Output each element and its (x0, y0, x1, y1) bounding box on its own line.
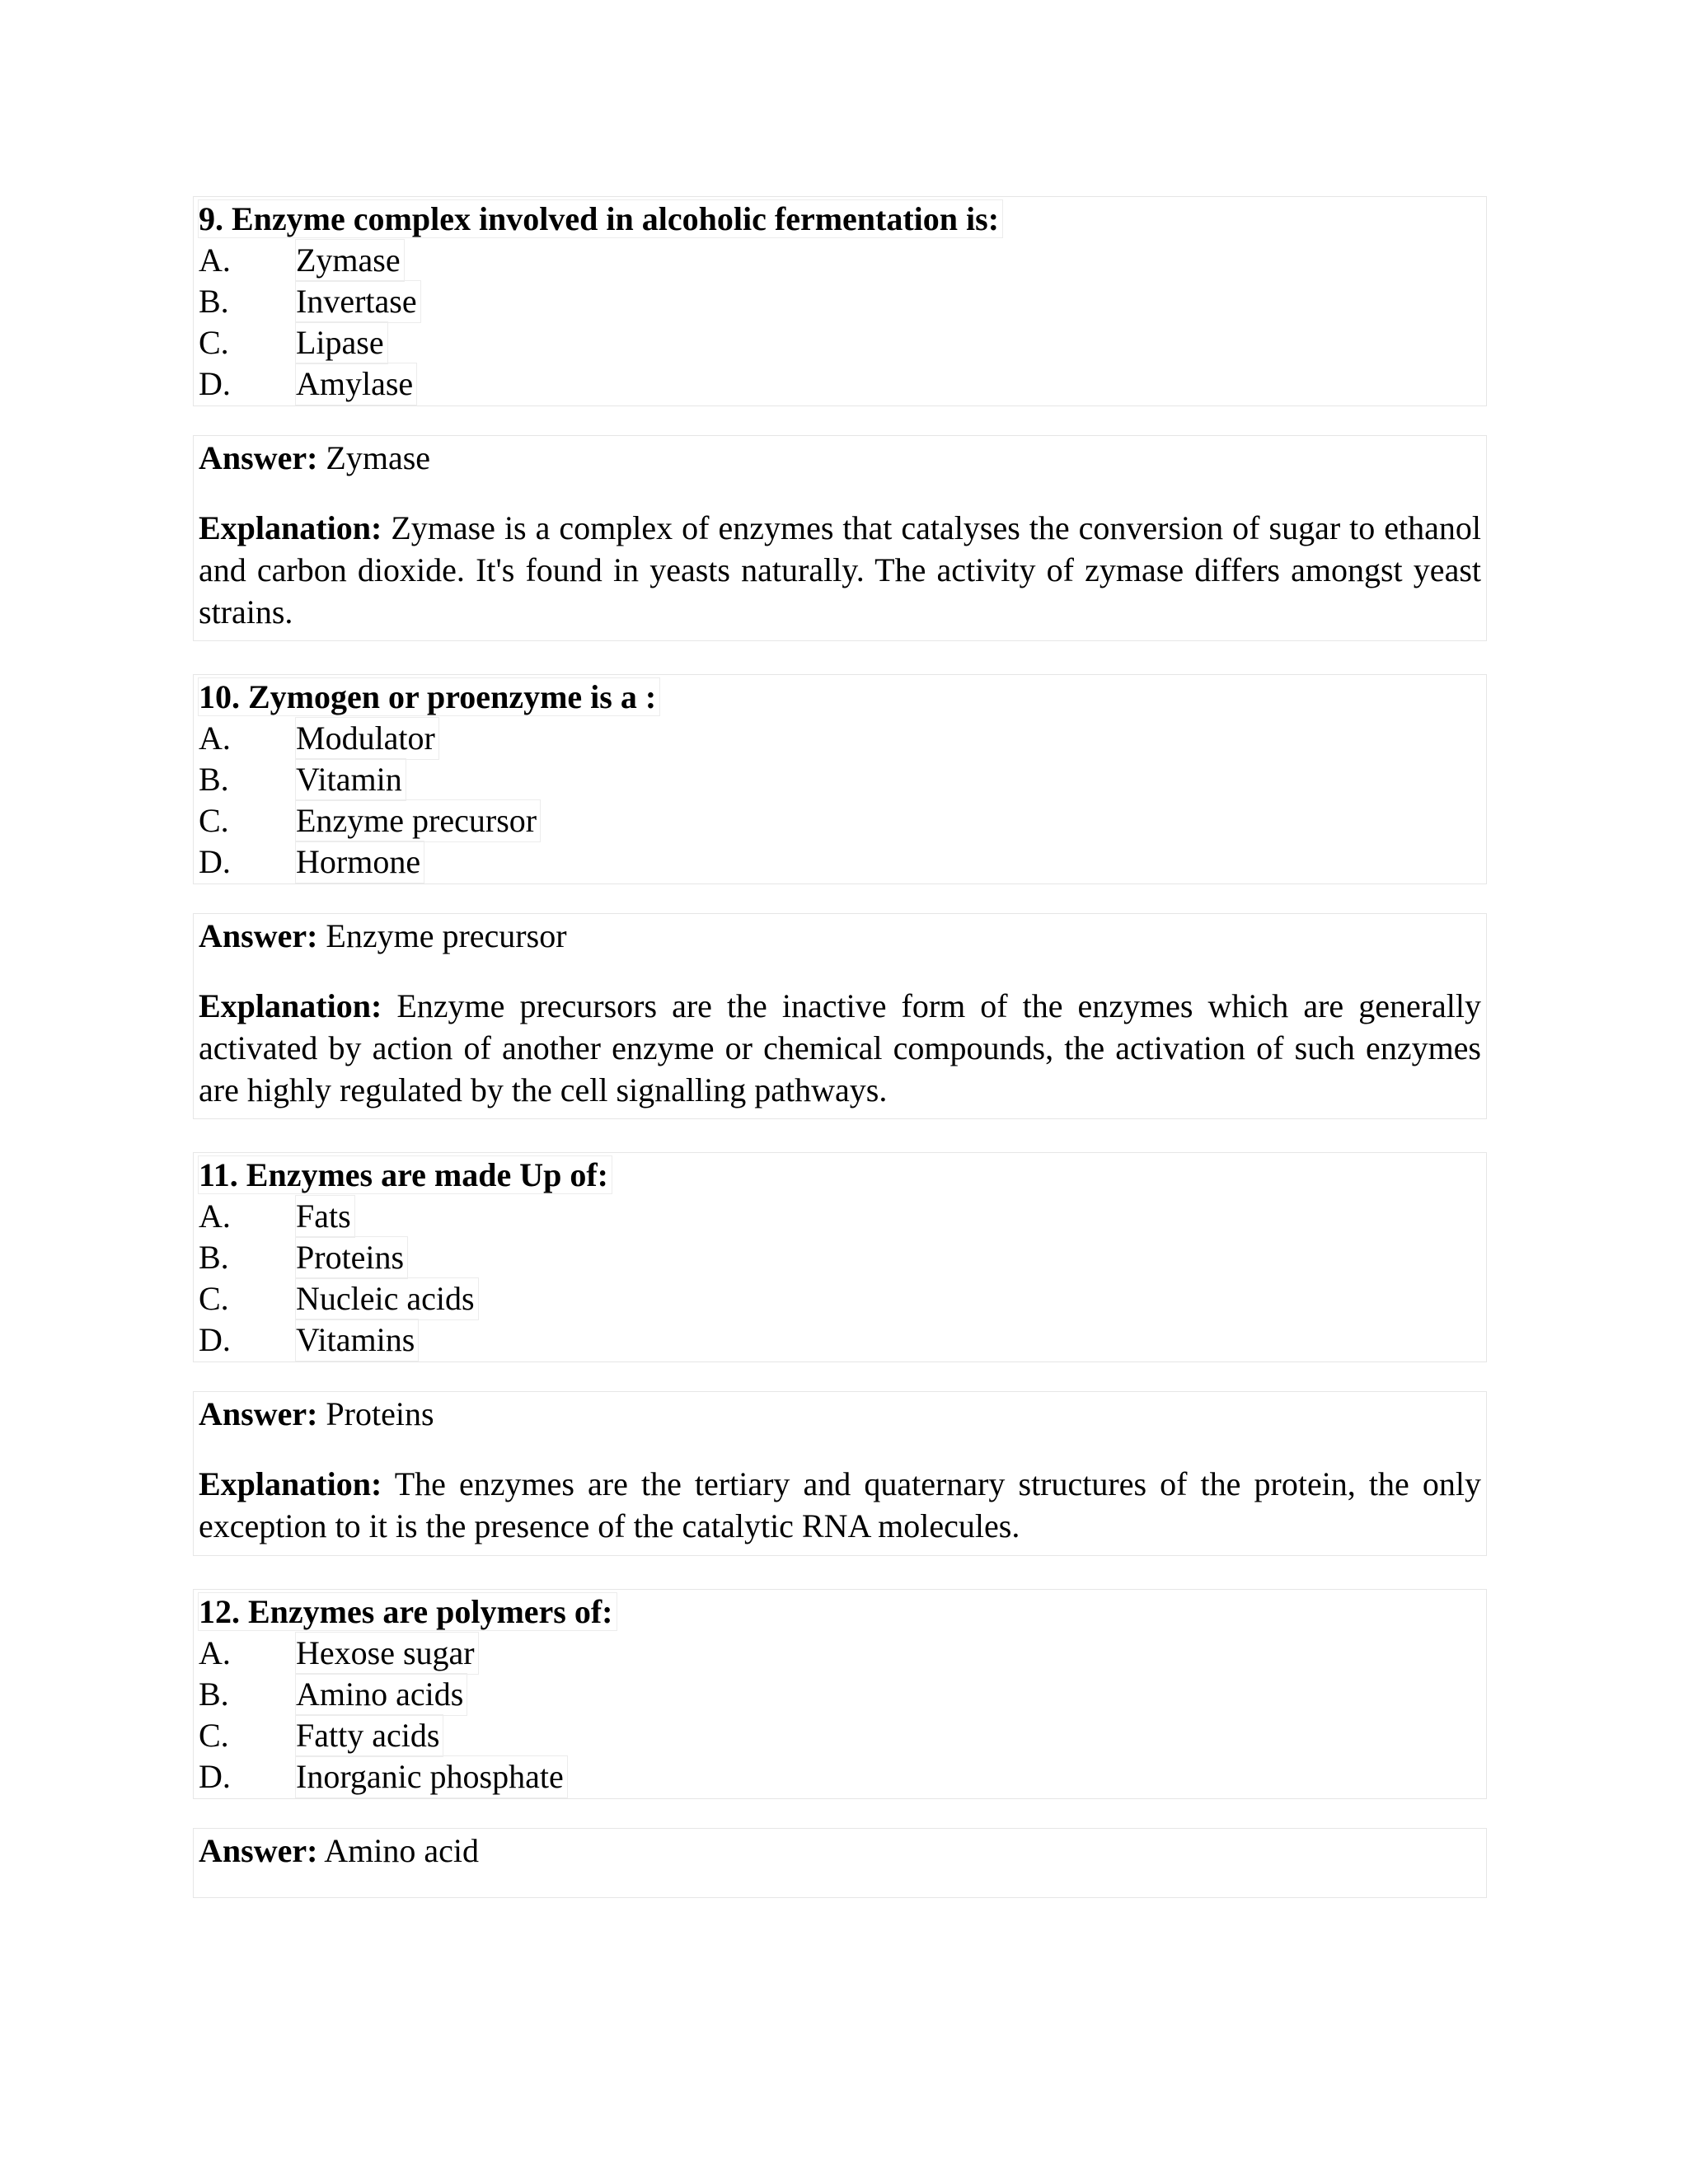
option-text: Vitamins (296, 1319, 418, 1361)
option-text: Enzyme precursor (296, 800, 540, 841)
option-text: Vitamin (296, 759, 406, 800)
option-text: Proteins (296, 1237, 407, 1278)
answer-line (199, 1394, 434, 1435)
option-text: Amylase (296, 363, 416, 405)
option-text: Amino acids (296, 1674, 467, 1715)
option-letter: A. (199, 1634, 231, 1671)
question-title: 9. Enzyme complex involved in alcoholic fermentation is: (199, 199, 1002, 240)
answer-line (199, 438, 430, 479)
option-text: Fatty acids (296, 1715, 443, 1756)
answer-block-9 (193, 435, 1487, 641)
option-text: Nucleic acids (296, 1278, 478, 1319)
option-letter: A. (199, 241, 231, 279)
explanation-paragraph (199, 1463, 1481, 1547)
option-text: Hormone (296, 841, 424, 883)
option-letter: A. (199, 1197, 231, 1235)
option-letter: C. (199, 802, 229, 839)
answer-text: Proteins (326, 1395, 434, 1432)
explanation-paragraph (199, 985, 1481, 1111)
question-block-10 (193, 674, 1487, 884)
option-letter: C. (199, 324, 229, 361)
option-text: Lipase (296, 322, 387, 363)
answer-line (199, 1830, 479, 1872)
question-title: 11. Enzymes are made Up of: (199, 1155, 612, 1196)
option-letter: B. (199, 283, 229, 320)
answer-block-10 (193, 913, 1487, 1119)
question-title: 10. Zymogen or proenzyme is a : (199, 677, 659, 718)
explanation-text: Zymase is a complex of enzymes that catalyses the conversion of sugar to ethanol and carbon dioxide. It's found in yeasts naturally. The activity of zymase differs amongst yeast strains. (199, 509, 1482, 630)
option-letter: D. (199, 365, 231, 402)
answer-label: Answer: (199, 1832, 318, 1869)
option-letter: C. (199, 1280, 229, 1317)
option-text: Zymase (296, 240, 404, 281)
option-letter: B. (199, 1675, 229, 1713)
option-text: Fats (296, 1196, 354, 1237)
answer-text: Amino acid (324, 1832, 479, 1869)
explanation-text: The enzymes are the tertiary and quaternary structures of the protein, the only exception to it is the presence of the catalytic RNA molecules. (199, 1465, 1482, 1544)
explanation-paragraph (199, 507, 1481, 633)
explanation-label: Explanation: (199, 509, 382, 546)
answer-label: Answer: (199, 439, 318, 476)
answer-text: Zymase (326, 439, 431, 476)
answer-text: Enzyme precursor (326, 917, 567, 954)
option-letter: D. (199, 1321, 231, 1358)
option-letter: C. (199, 1717, 229, 1754)
option-letter: B. (199, 761, 229, 798)
answer-block-12 (193, 1828, 1487, 1898)
option-letter: B. (199, 1239, 229, 1276)
question-block-9 (193, 196, 1487, 406)
option-text: Inorganic phosphate (296, 1756, 567, 1797)
explanation-text: Enzyme precursors are the inactive form of the enzymes which are generally activated by action of another enzyme or chemical compounds, the activation of such enzymes are highly regulated by the cell signalling pathways. (199, 987, 1481, 1108)
answer-label: Answer: (199, 917, 318, 954)
option-letter: D. (199, 1758, 231, 1795)
answer-block-11 (193, 1391, 1487, 1556)
question-block-11 (193, 1152, 1487, 1362)
question-block-12 (193, 1589, 1487, 1799)
option-text: Invertase (296, 281, 420, 322)
answer-label: Answer: (199, 1395, 318, 1432)
explanation-label: Explanation: (199, 987, 382, 1024)
answer-line (199, 916, 567, 957)
explanation-label: Explanation: (199, 1465, 382, 1502)
option-text: Hexose sugar (296, 1633, 478, 1674)
option-text: Modulator (296, 718, 438, 759)
option-letter: D. (199, 843, 231, 880)
question-title: 12. Enzymes are polymers of: (199, 1591, 617, 1633)
option-letter: A. (199, 719, 231, 757)
